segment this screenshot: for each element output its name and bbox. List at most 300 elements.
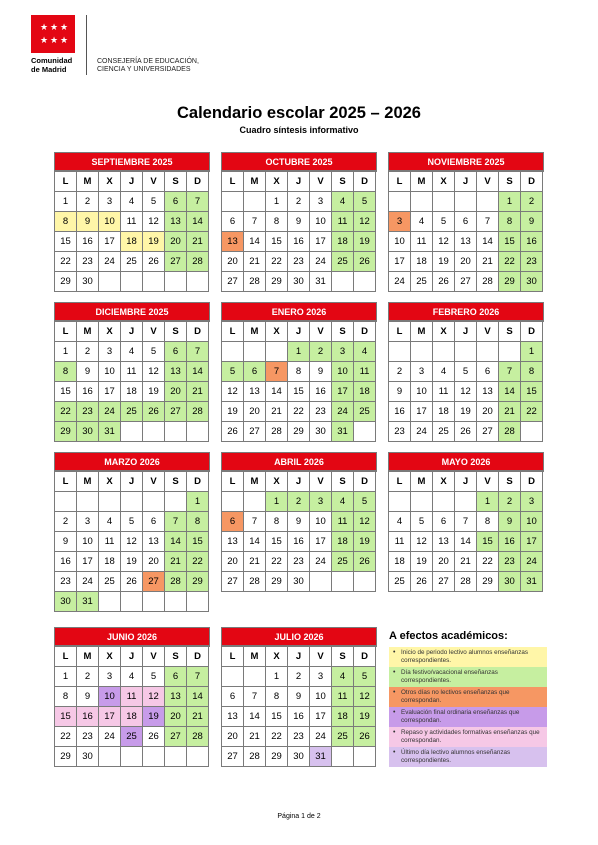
day-cell: 15 (266, 232, 288, 252)
day-cell: 22 (266, 727, 288, 747)
page-title: Calendario escolar 2025 – 2026 (177, 104, 421, 122)
day-cell: 11 (332, 687, 354, 707)
day-cell: 16 (288, 707, 310, 727)
day-cell: 27 (222, 272, 244, 292)
legend-item-label: Último día lectivo alumnos enseñanzas correspondientes. (401, 749, 511, 764)
weekday-header: X (99, 472, 121, 492)
weekday-header: V (477, 322, 499, 342)
day-cell: 22 (288, 402, 310, 422)
month-title: MAYO 2026 (388, 452, 544, 471)
day-cell: 17 (389, 252, 411, 272)
day-cell: 27 (455, 272, 477, 292)
star-icon: ★ (40, 22, 49, 32)
day-cell: 25 (332, 552, 354, 572)
weekday-header: X (266, 647, 288, 667)
day-cell: 24 (310, 252, 332, 272)
day-cell: 21 (187, 382, 209, 402)
weekday-header: X (99, 322, 121, 342)
day-cell: 21 (477, 252, 499, 272)
day-cell: 27 (433, 572, 455, 592)
weekday-header: S (332, 322, 354, 342)
day-cell: 14 (187, 362, 209, 382)
day-cell: 20 (222, 552, 244, 572)
day-cell: 12 (411, 532, 433, 552)
day-cell: 15 (187, 532, 209, 552)
day-cell: 29 (55, 422, 77, 442)
day-cell: 12 (455, 382, 477, 402)
empty-day-cell (187, 592, 209, 612)
day-cell: 26 (411, 572, 433, 592)
empty-day-cell (354, 572, 376, 592)
day-cell: 4 (332, 492, 354, 512)
day-cell: 30 (77, 747, 99, 767)
day-cell: 18 (354, 382, 376, 402)
month-days-grid (221, 471, 377, 592)
day-cell: 16 (77, 382, 99, 402)
day-cell: 26 (455, 422, 477, 442)
day-cell: 15 (55, 382, 77, 402)
day-cell: 3 (99, 192, 121, 212)
empty-day-cell (411, 492, 433, 512)
bullet-icon: • (393, 689, 396, 696)
day-cell: 2 (77, 667, 99, 687)
day-cell: 8 (55, 687, 77, 707)
day-cell: 22 (499, 252, 521, 272)
weekday-header: J (288, 322, 310, 342)
weekday-header: S (165, 322, 187, 342)
day-cell: 19 (411, 552, 433, 572)
day-cell: 14 (187, 687, 209, 707)
day-cell: 6 (244, 362, 266, 382)
day-cell: 31 (521, 572, 543, 592)
day-cell: 28 (244, 272, 266, 292)
day-cell: 9 (77, 362, 99, 382)
weekday-header: D (187, 472, 209, 492)
weekday-header: J (121, 172, 143, 192)
day-cell: 27 (477, 422, 499, 442)
weekday-header: M (77, 172, 99, 192)
day-cell: 4 (411, 212, 433, 232)
empty-day-cell (222, 342, 244, 362)
day-cell: 21 (499, 402, 521, 422)
day-cell: 14 (244, 707, 266, 727)
day-cell: 25 (332, 252, 354, 272)
day-cell: 8 (499, 212, 521, 232)
day-cell: 18 (121, 232, 143, 252)
day-cell: 31 (310, 747, 332, 767)
legend-item-label: Inicio de periodo lectivo alumnos enseñanzas correspondientes. (401, 649, 529, 664)
weekday-header: J (121, 322, 143, 342)
month-title: NOVIEMBRE 2025 (388, 152, 544, 171)
day-cell: 20 (165, 707, 187, 727)
day-cell: 12 (143, 212, 165, 232)
day-cell: 7 (244, 687, 266, 707)
weekday-header: M (411, 322, 433, 342)
month-calendar (388, 152, 544, 292)
day-cell: 17 (310, 707, 332, 727)
weekday-header: V (143, 647, 165, 667)
month-calendar (221, 452, 377, 592)
day-cell: 25 (121, 252, 143, 272)
empty-day-cell (121, 747, 143, 767)
day-cell: 2 (55, 512, 77, 532)
empty-day-cell (411, 192, 433, 212)
day-cell: 18 (121, 382, 143, 402)
day-cell: 8 (187, 512, 209, 532)
day-cell: 22 (266, 252, 288, 272)
empty-day-cell (455, 492, 477, 512)
day-cell: 22 (266, 552, 288, 572)
empty-day-cell (143, 492, 165, 512)
day-cell: 21 (266, 402, 288, 422)
day-cell: 8 (55, 362, 77, 382)
day-cell: 18 (411, 252, 433, 272)
day-cell: 9 (288, 212, 310, 232)
day-cell: 24 (99, 252, 121, 272)
day-cell: 2 (77, 192, 99, 212)
day-cell: 19 (433, 252, 455, 272)
day-cell: 9 (77, 687, 99, 707)
day-cell: 6 (165, 342, 187, 362)
day-cell: 3 (310, 667, 332, 687)
day-cell: 11 (354, 362, 376, 382)
day-cell: 22 (55, 727, 77, 747)
empty-day-cell (332, 572, 354, 592)
day-cell: 16 (77, 707, 99, 727)
weekday-header: V (310, 647, 332, 667)
weekday-header: M (244, 647, 266, 667)
day-cell: 12 (222, 382, 244, 402)
weekday-header: L (389, 472, 411, 492)
weekday-header: J (121, 472, 143, 492)
empty-day-cell (433, 492, 455, 512)
day-cell: 3 (411, 362, 433, 382)
day-cell: 9 (288, 687, 310, 707)
day-cell: 4 (99, 512, 121, 532)
day-cell: 1 (521, 342, 543, 362)
day-cell: 17 (310, 532, 332, 552)
month-calendar (54, 302, 210, 442)
day-cell: 28 (499, 422, 521, 442)
day-cell: 11 (332, 212, 354, 232)
day-cell: 3 (310, 492, 332, 512)
day-cell: 30 (499, 572, 521, 592)
day-cell: 29 (266, 747, 288, 767)
weekday-header: L (55, 472, 77, 492)
day-cell: 27 (165, 402, 187, 422)
day-cell: 31 (99, 422, 121, 442)
day-cell: 21 (244, 252, 266, 272)
day-cell: 5 (143, 667, 165, 687)
month-calendar (388, 302, 544, 442)
day-cell: 30 (288, 572, 310, 592)
weekday-header: M (411, 172, 433, 192)
day-cell: 3 (77, 512, 99, 532)
day-cell: 15 (477, 532, 499, 552)
weekday-header: X (266, 472, 288, 492)
weekday-header: S (165, 472, 187, 492)
day-cell: 17 (99, 707, 121, 727)
weekday-header: V (310, 172, 332, 192)
month-title: SEPTIEMBRE 2025 (54, 152, 210, 171)
month-title: JUNIO 2026 (54, 627, 210, 646)
day-cell: 29 (477, 572, 499, 592)
madrid-logo-flag (31, 15, 75, 53)
day-cell: 10 (99, 687, 121, 707)
day-cell: 6 (222, 687, 244, 707)
empty-day-cell (455, 342, 477, 362)
day-cell: 23 (77, 727, 99, 747)
page-footer: Página 1 de 2 (277, 813, 321, 820)
day-cell: 14 (244, 532, 266, 552)
bullet-icon: • (393, 709, 396, 716)
day-cell: 2 (499, 492, 521, 512)
day-cell: 6 (222, 212, 244, 232)
day-cell: 6 (165, 667, 187, 687)
empty-day-cell (389, 342, 411, 362)
empty-day-cell (121, 492, 143, 512)
empty-day-cell (99, 747, 121, 767)
day-cell: 11 (121, 362, 143, 382)
day-cell: 29 (266, 272, 288, 292)
day-cell: 11 (433, 382, 455, 402)
month-calendar (221, 627, 377, 767)
day-cell: 5 (455, 362, 477, 382)
day-cell: 14 (187, 212, 209, 232)
weekday-header: S (332, 172, 354, 192)
weekday-header: X (99, 647, 121, 667)
day-cell: 6 (165, 192, 187, 212)
day-cell: 5 (354, 492, 376, 512)
day-cell: 22 (55, 402, 77, 422)
day-cell: 13 (244, 382, 266, 402)
legend-item-label: Evaluación final ordinaria enseñanzas que correspondan. (401, 709, 520, 724)
weekday-header: S (499, 472, 521, 492)
department-line2: CIENCIA Y UNIVERSIDADES (97, 66, 191, 73)
empty-day-cell (477, 342, 499, 362)
day-cell: 2 (288, 192, 310, 212)
weekday-header: X (433, 322, 455, 342)
day-cell: 10 (99, 212, 121, 232)
day-cell: 1 (266, 492, 288, 512)
weekday-header: X (266, 172, 288, 192)
day-cell: 28 (266, 422, 288, 442)
day-cell: 4 (121, 342, 143, 362)
month-title: FEBRERO 2026 (388, 302, 544, 321)
day-cell: 14 (455, 532, 477, 552)
weekday-header: L (222, 172, 244, 192)
department-name (97, 58, 199, 74)
day-cell: 14 (244, 232, 266, 252)
day-cell: 17 (99, 232, 121, 252)
day-cell: 30 (288, 272, 310, 292)
day-cell: 20 (477, 402, 499, 422)
day-cell: 24 (77, 572, 99, 592)
legend (389, 630, 547, 767)
weekday-header: S (165, 647, 187, 667)
day-cell: 26 (121, 572, 143, 592)
day-cell: 5 (433, 212, 455, 232)
day-cell: 3 (99, 667, 121, 687)
day-cell: 15 (55, 232, 77, 252)
empty-day-cell (244, 492, 266, 512)
day-cell: 23 (55, 572, 77, 592)
day-cell: 2 (288, 492, 310, 512)
empty-day-cell (332, 272, 354, 292)
day-cell: 13 (165, 362, 187, 382)
day-cell: 1 (288, 342, 310, 362)
day-cell: 5 (143, 192, 165, 212)
empty-day-cell (165, 592, 187, 612)
empty-day-cell (143, 747, 165, 767)
bullet-icon: • (393, 669, 396, 676)
day-cell: 30 (55, 592, 77, 612)
weekday-header: X (433, 472, 455, 492)
day-cell: 2 (288, 667, 310, 687)
day-cell: 23 (77, 252, 99, 272)
day-cell: 1 (187, 492, 209, 512)
day-cell: 4 (354, 342, 376, 362)
day-cell: 3 (332, 342, 354, 362)
day-cell: 13 (455, 232, 477, 252)
day-cell: 20 (244, 402, 266, 422)
weekday-header: M (77, 322, 99, 342)
day-cell: 25 (332, 727, 354, 747)
day-cell: 24 (411, 422, 433, 442)
day-cell: 24 (310, 727, 332, 747)
weekday-header: J (288, 172, 310, 192)
day-cell: 18 (99, 552, 121, 572)
empty-day-cell (354, 747, 376, 767)
weekday-header: V (143, 172, 165, 192)
day-cell: 28 (187, 402, 209, 422)
empty-day-cell (244, 192, 266, 212)
day-cell: 24 (389, 272, 411, 292)
weekday-header: D (354, 322, 376, 342)
weekday-header: L (55, 647, 77, 667)
empty-day-cell (521, 422, 543, 442)
day-cell: 20 (433, 552, 455, 572)
empty-day-cell (266, 342, 288, 362)
day-cell: 11 (121, 687, 143, 707)
day-cell: 1 (55, 342, 77, 362)
day-cell: 28 (187, 727, 209, 747)
bullet-icon: • (393, 729, 396, 736)
empty-day-cell (99, 272, 121, 292)
day-cell: 14 (266, 382, 288, 402)
day-cell: 23 (499, 552, 521, 572)
day-cell: 23 (521, 252, 543, 272)
day-cell: 7 (187, 667, 209, 687)
empty-day-cell (165, 747, 187, 767)
day-cell: 19 (354, 232, 376, 252)
month-days-grid (388, 471, 544, 592)
day-cell: 7 (165, 512, 187, 532)
day-cell: 19 (455, 402, 477, 422)
empty-day-cell (165, 492, 187, 512)
day-cell: 7 (244, 212, 266, 232)
day-cell: 22 (521, 402, 543, 422)
day-cell: 17 (99, 382, 121, 402)
day-cell: 27 (165, 252, 187, 272)
empty-day-cell (244, 342, 266, 362)
day-cell: 10 (310, 512, 332, 532)
day-cell: 25 (411, 272, 433, 292)
day-cell: 17 (411, 402, 433, 422)
weekday-header: D (354, 647, 376, 667)
day-cell: 9 (499, 512, 521, 532)
day-cell: 16 (310, 382, 332, 402)
weekday-header: V (477, 472, 499, 492)
legend-item-label: Repaso y actividades formativas enseñanzas que correspondan. (401, 729, 540, 744)
day-cell: 5 (222, 362, 244, 382)
day-cell: 13 (222, 232, 244, 252)
day-cell: 17 (521, 532, 543, 552)
day-cell: 24 (332, 402, 354, 422)
day-cell: 27 (222, 747, 244, 767)
month-title: JULIO 2026 (221, 627, 377, 646)
day-cell: 7 (499, 362, 521, 382)
day-cell: 24 (310, 552, 332, 572)
day-cell: 18 (389, 552, 411, 572)
day-cell: 2 (521, 192, 543, 212)
day-cell: 24 (521, 552, 543, 572)
empty-day-cell (143, 592, 165, 612)
legend-list (389, 647, 547, 767)
day-cell: 26 (143, 727, 165, 747)
day-cell: 18 (332, 532, 354, 552)
empty-day-cell (77, 492, 99, 512)
day-cell: 23 (77, 402, 99, 422)
weekday-header: L (222, 647, 244, 667)
weekday-header: D (187, 172, 209, 192)
empty-day-cell (433, 192, 455, 212)
day-cell: 21 (187, 707, 209, 727)
weekday-header: M (411, 472, 433, 492)
day-cell: 13 (433, 532, 455, 552)
weekday-header: D (354, 472, 376, 492)
day-cell: 24 (99, 402, 121, 422)
day-cell: 25 (389, 572, 411, 592)
legend-item-label: Día festivo/vacacional enseñanzas correspondientes. (401, 669, 498, 684)
empty-day-cell (121, 592, 143, 612)
day-cell: 1 (477, 492, 499, 512)
day-cell: 17 (332, 382, 354, 402)
empty-day-cell (187, 747, 209, 767)
month-title: ENERO 2026 (221, 302, 377, 321)
day-cell: 9 (288, 512, 310, 532)
day-cell: 18 (332, 707, 354, 727)
legend-item-label: Otros días no lectivos enseñanzas que correspondan. (401, 689, 510, 704)
day-cell: 16 (389, 402, 411, 422)
empty-day-cell (310, 572, 332, 592)
weekday-header: L (389, 172, 411, 192)
month-title: DICIEMBRE 2025 (54, 302, 210, 321)
day-cell: 21 (244, 727, 266, 747)
day-cell: 30 (77, 272, 99, 292)
page-subtitle: Cuadro síntesis informativo (239, 125, 359, 135)
legend-item (389, 747, 547, 767)
weekday-header: M (77, 472, 99, 492)
day-cell: 26 (222, 422, 244, 442)
day-cell: 8 (477, 512, 499, 532)
logo-text-line2: de Madrid (31, 65, 67, 74)
day-cell: 10 (332, 362, 354, 382)
day-cell: 10 (411, 382, 433, 402)
day-cell: 29 (187, 572, 209, 592)
empty-day-cell (143, 272, 165, 292)
empty-day-cell (433, 342, 455, 362)
